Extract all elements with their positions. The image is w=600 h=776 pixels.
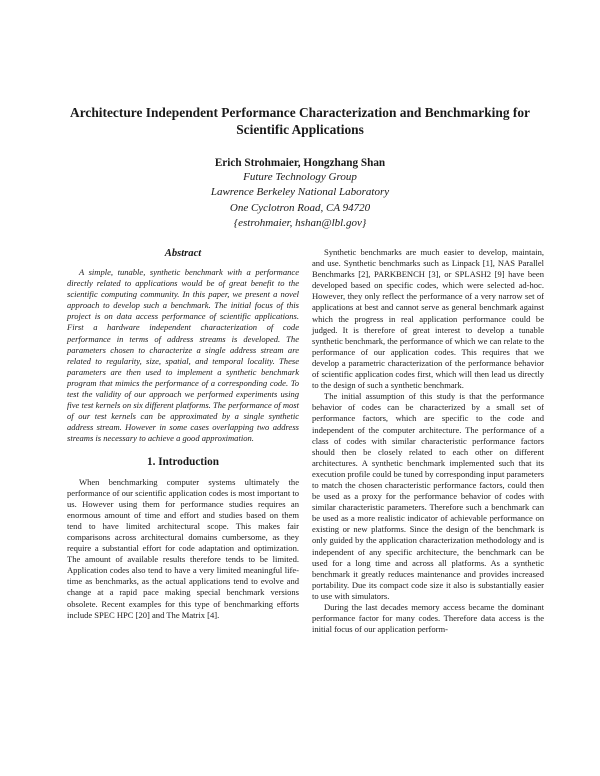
left-column (67, 247, 299, 621)
right-column (312, 247, 544, 635)
abstract-text: A simple, tunable, synthetic benchmark with a performance directly related to applications would be of great benefit to the scientific computing community. In this paper, we present a novel approach to develop such a benchmark. The initial focus of this project is on data access performance of scientific applications. First a hardware independent characterization of code performance in terms of address streams is developed. The parameters chosen to characterize a single address stream are related to regularity, size, spatial, and temporal locality. These parameters are then used to implement a synthetic benchmark program that mimics the performance of a corresponding code. To test the validity of our approach we performed experiments using five test kernels on six different platforms. The performance of most of our test kernels can be approximated by a single synthetic address stream. However in some cases overlapping two address streams is necessary to achieve a good approximation. (67, 267, 299, 444)
body-paragraph: The initial assumption of this study is that the performance behavior of codes can be characterized by a small set of performance factors, which are specific to the code and independent of the computer architecture. The performance of a class of codes with similar characteristic performance factors should then be closely related to each other on different architectures. A synthetic benchmark implemented such that its execution profile could be tuned by corresponding input parameters to match the chosen characteristic performance factors, could then be used as a proxy for the performance behavior of codes with similar characteristic parameters. Therefore such a benchmark can be used as a more realistic indicator of achievable performance on existing or new platforms. Since the design of the benchmark is only guided by the application characterization methodology and is independent of any specific architecture, the benchmark can be used for a long time and across all platforms. As a synthetic benchmark it greatly reduces maintenance and provides increased portability. Due its compact code size it also is substantially easier to use with simulators. (312, 391, 544, 601)
affiliation-address: One Cyclotron Road, CA 94720 (229, 201, 371, 214)
abstract-heading: Abstract (164, 248, 202, 259)
affiliation-email: {estrohmaier, hshan@lbl.gov} (233, 216, 367, 229)
section-heading-introduction: 1. Introduction (147, 455, 219, 468)
intro-paragraph: When benchmarking computer systems ultimately the performance of our scientific application codes is most important to us. However using them for performance studies requires an enormous amount of time and effort and studies based on them tend to have limited architectural scope. This makes fair comparisons across architectural domains cumbersome, as they require a substantial effort for code adaptation and optimization. The amount of available results therefore tends to be limited. Application codes also tend to have a very limited meaningful life-time as benchmarks, as the actual applications tend to evolve and change at a rapid pace making special benchmark versions obsolete. Recent examples for this type of benchmarking efforts include SPEC HPC [20] and The Matrix [4]. (67, 476, 299, 620)
author-names: Erich Strohmaier, Hongzhang Shan (214, 157, 386, 169)
paper-title: Architecture Independent Performance Characterization and Benchmarking for Scientific Applications (70, 105, 530, 137)
affiliation-block (60, 170, 540, 231)
affiliation-lab: Lawrence Berkeley National Laboratory (210, 186, 390, 199)
body-paragraph: During the last decades memory access became the dominant performance factor for many codes. Therefore data access is the initial focus of our application perform- (312, 602, 544, 635)
body-paragraph: Synthetic benchmarks are much easier to develop, maintain, and use. Synthetic benchmarks such as Linpack [1], NAS Parallel Benchmarks [2], PARKBENCH [3], or SPLASH2 [9] have been developed based on specific codes, which were selected ad-hoc. However, they only reflect the performance of a very narrow set of applications at best and cannot serve as general benchmark against which the progress in real application performance could be judged. It is therefore of great interest to develop a tunable synthetic benchmark, the performance of which we can relate to the performance of our application codes. This requires that we develop a parametric characterization of the performance behavior of scientific application codes first, which will then lead us directly to the design of such a synthetic benchmark. (312, 247, 544, 391)
affiliation-group: Future Technology Group (243, 171, 357, 183)
